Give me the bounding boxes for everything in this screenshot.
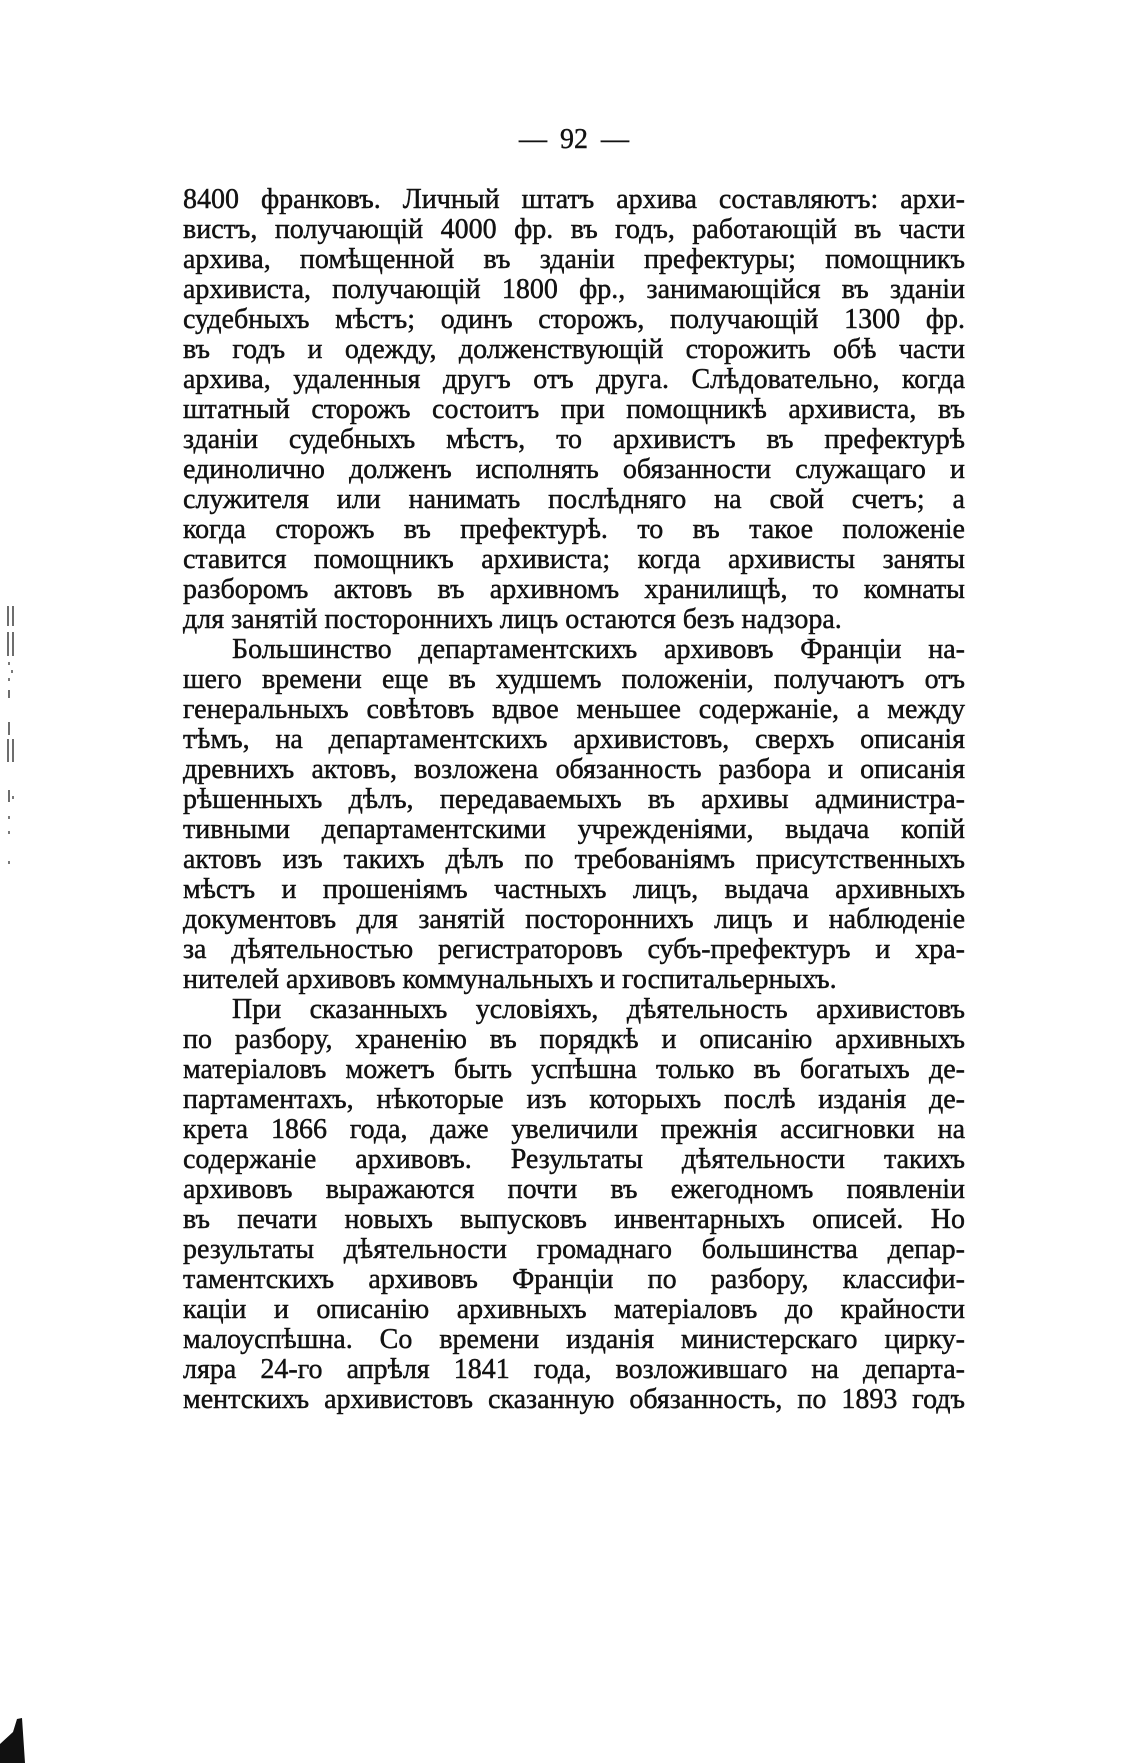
text-line: архивовъ выражаются почти въ ежегодномъ появленіи [183, 1174, 965, 1205]
text-line: крета 1866 года, даже увеличили прежнія ассигновки на [183, 1114, 965, 1145]
scan-speck [12, 632, 14, 656]
text-line: шего времени еще въ худшемъ положеніи, получаютъ отъ [183, 664, 965, 695]
text-line: партаментахъ, нѣкоторые изъ которыхъ послѣ изданія де- [183, 1084, 965, 1115]
text-line: судебныхъ мѣстъ; одинъ сторожъ, получающій 1300 фр. [183, 304, 965, 335]
scan-margin-marks [0, 0, 30, 1763]
scan-speck [12, 606, 14, 626]
scan-speck [8, 861, 10, 864]
text-line: 8400 франковъ. Личный штатъ архива составляютъ: архи- [183, 184, 965, 215]
text-line: когда сторожъ въ префектурѣ. то въ такое положеніе [183, 514, 965, 545]
text-line: зданіи судебныхъ мѣстъ, то архивистъ въ префектурѣ [183, 424, 965, 455]
scan-speck [12, 739, 14, 762]
text-line: тѣмъ, на департаментскихъ архивистовъ, сверхъ описанія [183, 724, 965, 755]
text-line: ментскихъ архивистовъ сказанную обязанность, по 1893 годъ [183, 1384, 965, 1415]
text-line: При сказанныхъ условіяхъ, дѣятельность архивистовъ [232, 994, 965, 1025]
text-line: актовъ изъ такихъ дѣлъ по требованіямъ присутственныхъ [183, 844, 965, 875]
text-line: нителей архивовъ коммунальныхъ и госпитальерныхъ. [183, 964, 837, 995]
text-line: тивными департаментскими учрежденіями, выдача копій [183, 814, 965, 845]
text-line: по разбору, храненію въ порядкѣ и описанію архивныхъ [183, 1024, 965, 1055]
paragraph [183, 995, 965, 1415]
text-line: архива, удаленныя другъ отъ друга. Слѣдовательно, когда [183, 364, 965, 395]
text-line: содержаніе архивовъ. Результаты дѣятельности такихъ [183, 1144, 965, 1175]
text-line: штатный сторожъ состоитъ при помощникѣ архивиста, въ [183, 394, 965, 425]
scan-speck [8, 816, 10, 819]
text-line: за дѣятельностью регистраторовъ субъ-префектуръ и хра- [183, 934, 965, 965]
text-line: архива, помѣщенной въ зданіи префектуры; помощникъ [183, 244, 965, 275]
text-line: единолично долженъ исполнять обязанности служащаго и [183, 454, 965, 485]
text-line: каціи и описанію архивныхъ матеріаловъ до крайности [183, 1294, 965, 1325]
text-line: документовъ для занятій постороннихъ лицъ и наблюденіе [183, 904, 965, 935]
text-line: служителя или нанимать послѣдняго на свой счетъ; а [183, 484, 965, 515]
text-line: ставится помощникъ архивиста; когда архивисты заняты [183, 544, 965, 575]
text-line: въ печати новыхъ выпусковъ инвентарныхъ описей. Но [183, 1204, 965, 1235]
text-line: рѣшенныхъ дѣлъ, передаваемыхъ въ архивы администра- [183, 784, 965, 815]
text-line: мѣстъ и прошеніямъ частныхъ лицъ, выдача архивныхъ [183, 874, 965, 905]
paragraph [183, 185, 965, 635]
scan-speck [8, 790, 10, 802]
scan-speck [7, 632, 9, 656]
scan-speck [8, 662, 10, 665]
scan-speck [8, 722, 10, 735]
text-line: генеральныхъ совѣтовъ вдвое меньшее содержаніе, а между [183, 694, 965, 725]
scan-speck [8, 678, 10, 681]
text-line: малоуспѣшна. Со времени изданія министерскаго цирку- [183, 1324, 965, 1355]
text-line: для занятій постороннихъ лицъ остаются безъ надзора. [183, 604, 842, 635]
body-text [183, 185, 965, 1415]
scan-corner-mark [0, 1713, 30, 1763]
text-line: ляра 24-го апрѣля 1841 года, возложившаго на департа- [183, 1354, 965, 1385]
scan-speck [7, 606, 9, 626]
text-line: архивиста, получающій 1800 фр., занимающійся въ зданіи [183, 274, 965, 305]
scan-speck [7, 739, 9, 762]
text-line: вистъ, получающій 4000 фр. въ годъ, работающій въ части [183, 214, 965, 245]
text-line: Большинство департаментскихъ архивовъ Франціи на- [232, 634, 965, 665]
scan-speck [12, 796, 14, 799]
text-line: въ годъ и одежду, долженствующій сторожить обѣ части [183, 334, 965, 365]
text-line: матеріаловъ можетъ быть успѣшна только въ богатыхъ де- [183, 1054, 965, 1085]
text-line: результаты дѣятельности громаднаго большинства депар- [183, 1234, 965, 1265]
paragraph [183, 635, 965, 995]
scan-speck [8, 690, 10, 698]
text-line: таментскихъ архивовъ Франціи по разбору, классифи- [183, 1264, 965, 1295]
page-number: — 92 — [519, 124, 629, 155]
text-line: разборомъ актовъ въ архивномъ хранилищѣ, то комнаты [183, 574, 965, 605]
text-line: древнихъ актовъ, возложена обязанность разбора и описанія [183, 754, 965, 785]
scan-speck [11, 670, 13, 673]
scan-speck [8, 831, 10, 834]
